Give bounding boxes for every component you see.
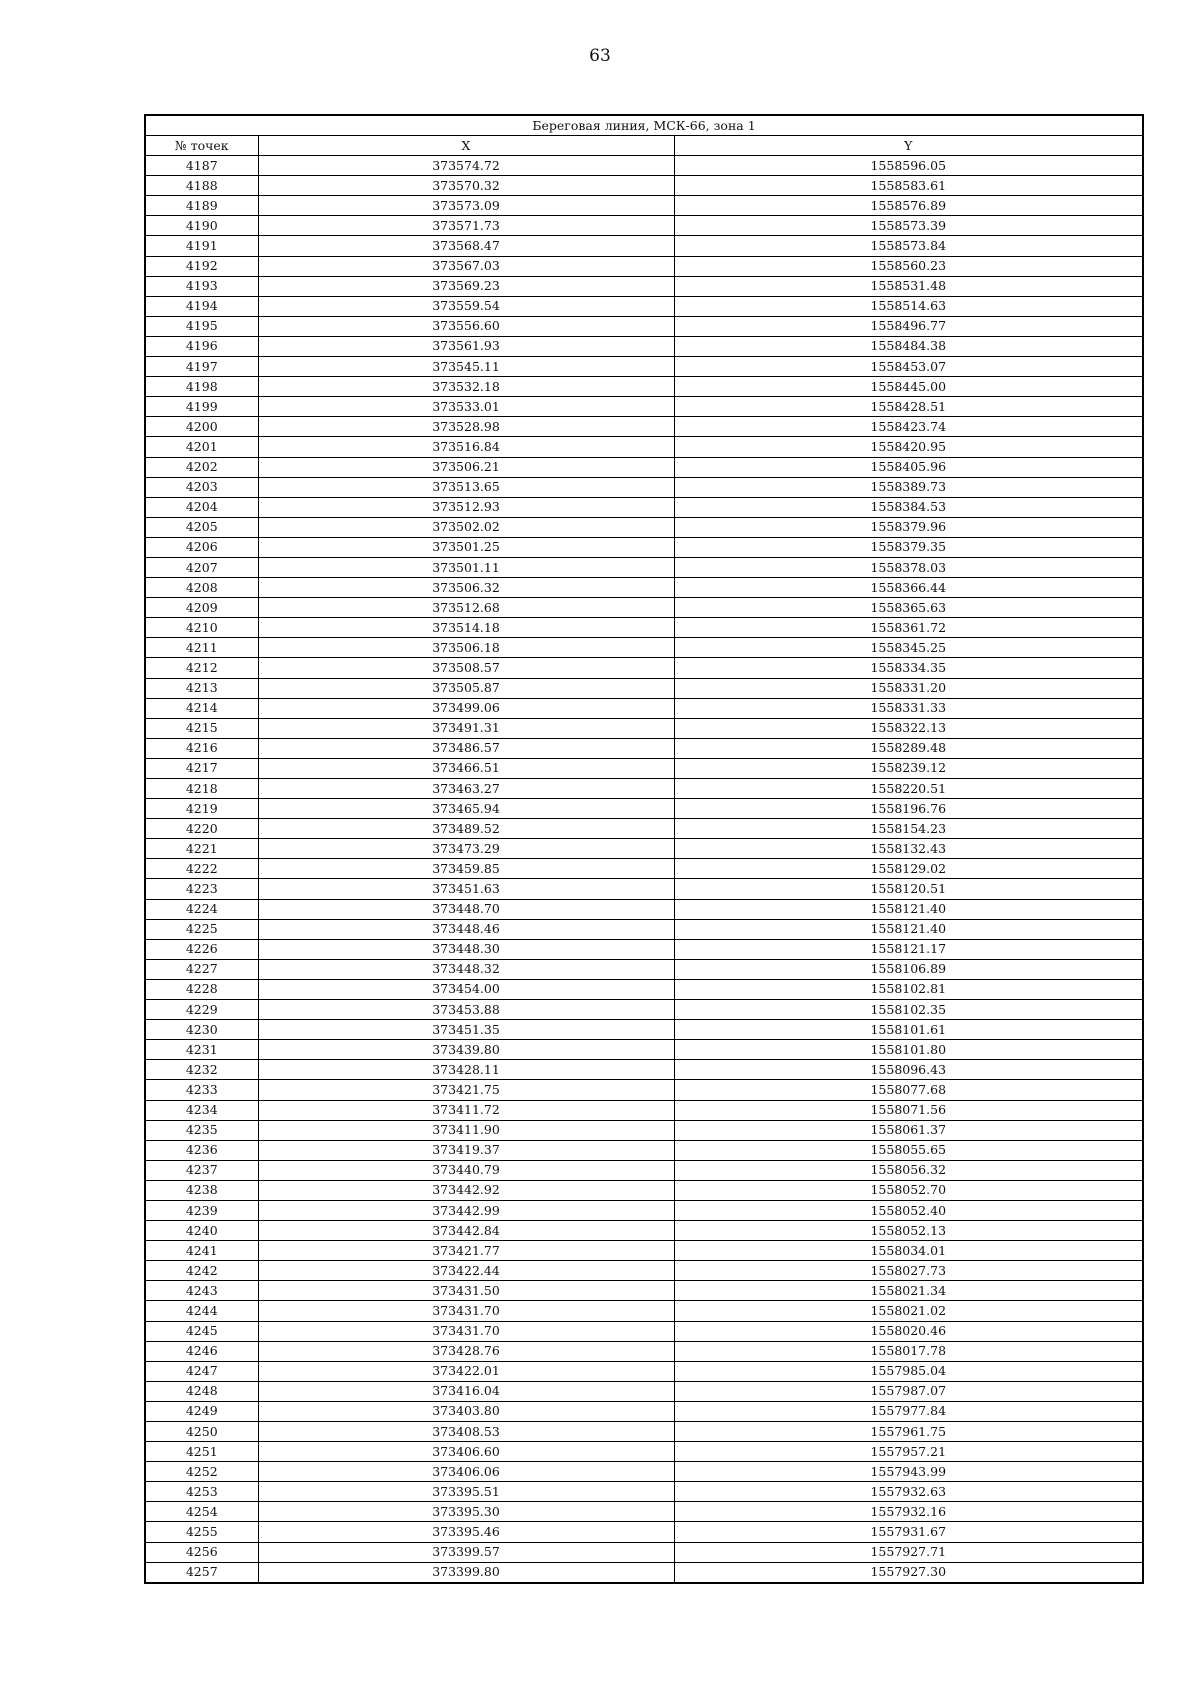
y-coordinate-cell: 1558220.51 bbox=[674, 779, 1143, 799]
point-number-cell: 4236 bbox=[145, 1140, 258, 1160]
table-row bbox=[145, 437, 1143, 457]
point-number-cell: 4252 bbox=[145, 1462, 258, 1482]
table-row bbox=[145, 598, 1143, 618]
y-coordinate-cell: 1557987.07 bbox=[674, 1381, 1143, 1401]
x-coordinate-cell: 373463.27 bbox=[258, 779, 674, 799]
point-number-cell: 4244 bbox=[145, 1301, 258, 1321]
y-coordinate-cell: 1558120.51 bbox=[674, 879, 1143, 899]
x-coordinate-cell: 373512.93 bbox=[258, 497, 674, 517]
table-row bbox=[145, 1160, 1143, 1180]
point-number-cell: 4201 bbox=[145, 437, 258, 457]
y-coordinate-cell: 1558077.68 bbox=[674, 1080, 1143, 1100]
point-number-cell: 4189 bbox=[145, 196, 258, 216]
x-coordinate-cell: 373567.03 bbox=[258, 256, 674, 276]
point-number-cell: 4220 bbox=[145, 819, 258, 839]
table-row bbox=[145, 1261, 1143, 1281]
x-coordinate-cell: 373403.80 bbox=[258, 1401, 674, 1421]
y-coordinate-cell: 1558034.01 bbox=[674, 1241, 1143, 1261]
y-coordinate-cell: 1558061.37 bbox=[674, 1120, 1143, 1140]
y-coordinate-cell: 1558378.03 bbox=[674, 557, 1143, 577]
y-coordinate-cell: 1557927.30 bbox=[674, 1562, 1143, 1583]
coordinates-table bbox=[144, 114, 1144, 1584]
table-row bbox=[145, 1381, 1143, 1401]
x-coordinate-cell: 373505.87 bbox=[258, 678, 674, 698]
y-coordinate-cell: 1558379.96 bbox=[674, 517, 1143, 537]
y-coordinate-cell: 1558423.74 bbox=[674, 417, 1143, 437]
table-row bbox=[145, 979, 1143, 999]
y-coordinate-cell: 1558583.61 bbox=[674, 176, 1143, 196]
y-coordinate-cell: 1558405.96 bbox=[674, 457, 1143, 477]
x-coordinate-cell: 373465.94 bbox=[258, 799, 674, 819]
table-row bbox=[145, 1060, 1143, 1080]
y-coordinate-cell: 1558052.13 bbox=[674, 1221, 1143, 1241]
x-coordinate-cell: 373406.06 bbox=[258, 1462, 674, 1482]
x-coordinate-cell: 373422.01 bbox=[258, 1361, 674, 1381]
x-coordinate-cell: 373442.92 bbox=[258, 1180, 674, 1200]
x-coordinate-cell: 373428.11 bbox=[258, 1060, 674, 1080]
x-coordinate-cell: 373556.60 bbox=[258, 316, 674, 336]
point-number-cell: 4231 bbox=[145, 1040, 258, 1060]
table-row bbox=[145, 477, 1143, 497]
x-coordinate-cell: 373501.11 bbox=[258, 557, 674, 577]
point-number-cell: 4210 bbox=[145, 618, 258, 638]
x-coordinate-cell: 373421.77 bbox=[258, 1241, 674, 1261]
y-coordinate-cell: 1558021.02 bbox=[674, 1301, 1143, 1321]
table-row bbox=[145, 1361, 1143, 1381]
table-row bbox=[145, 578, 1143, 598]
table-row bbox=[145, 517, 1143, 537]
y-coordinate-cell: 1558020.46 bbox=[674, 1321, 1143, 1341]
y-coordinate-cell: 1558560.23 bbox=[674, 256, 1143, 276]
x-coordinate-cell: 373421.75 bbox=[258, 1080, 674, 1100]
table-row bbox=[145, 1241, 1143, 1261]
point-number-cell: 4230 bbox=[145, 1020, 258, 1040]
table-row bbox=[145, 196, 1143, 216]
x-coordinate-cell: 373568.47 bbox=[258, 236, 674, 256]
x-coordinate-cell: 373399.80 bbox=[258, 1562, 674, 1583]
table-row bbox=[145, 1482, 1143, 1502]
point-number-cell: 4248 bbox=[145, 1381, 258, 1401]
x-coordinate-cell: 373419.37 bbox=[258, 1140, 674, 1160]
point-number-cell: 4245 bbox=[145, 1321, 258, 1341]
table-row bbox=[145, 357, 1143, 377]
x-coordinate-cell: 373395.46 bbox=[258, 1522, 674, 1542]
table-row bbox=[145, 859, 1143, 879]
x-coordinate-cell: 373411.72 bbox=[258, 1100, 674, 1120]
y-coordinate-cell: 1557943.99 bbox=[674, 1462, 1143, 1482]
point-number-cell: 4215 bbox=[145, 718, 258, 738]
point-number-cell: 4204 bbox=[145, 497, 258, 517]
y-coordinate-cell: 1558345.25 bbox=[674, 638, 1143, 658]
point-number-cell: 4240 bbox=[145, 1221, 258, 1241]
table-row bbox=[145, 638, 1143, 658]
y-coordinate-cell: 1558055.65 bbox=[674, 1140, 1143, 1160]
table-row bbox=[145, 698, 1143, 718]
x-coordinate-cell: 373513.65 bbox=[258, 477, 674, 497]
y-coordinate-cell: 1557932.16 bbox=[674, 1502, 1143, 1522]
x-coordinate-cell: 373573.09 bbox=[258, 196, 674, 216]
y-coordinate-cell: 1558102.35 bbox=[674, 1000, 1143, 1020]
y-coordinate-cell: 1558576.89 bbox=[674, 196, 1143, 216]
y-coordinate-cell: 1558121.17 bbox=[674, 939, 1143, 959]
x-coordinate-cell: 373454.00 bbox=[258, 979, 674, 999]
y-coordinate-cell: 1558361.72 bbox=[674, 618, 1143, 638]
table-row bbox=[145, 1341, 1143, 1361]
point-number-cell: 4212 bbox=[145, 658, 258, 678]
y-coordinate-cell: 1558071.56 bbox=[674, 1100, 1143, 1120]
point-number-cell: 4232 bbox=[145, 1060, 258, 1080]
y-coordinate-cell: 1557932.63 bbox=[674, 1482, 1143, 1502]
y-coordinate-cell: 1557961.75 bbox=[674, 1422, 1143, 1442]
x-coordinate-cell: 373512.68 bbox=[258, 598, 674, 618]
point-number-cell: 4187 bbox=[145, 156, 258, 176]
table-row bbox=[145, 899, 1143, 919]
table-row bbox=[145, 879, 1143, 899]
x-coordinate-cell: 373399.57 bbox=[258, 1542, 674, 1562]
table-row bbox=[145, 216, 1143, 236]
x-coordinate-cell: 373501.25 bbox=[258, 537, 674, 557]
table-row bbox=[145, 1522, 1143, 1542]
x-coordinate-cell: 373406.60 bbox=[258, 1442, 674, 1462]
point-number-cell: 4197 bbox=[145, 357, 258, 377]
table-row bbox=[145, 417, 1143, 437]
x-coordinate-cell: 373395.30 bbox=[258, 1502, 674, 1522]
table-row bbox=[145, 557, 1143, 577]
table-row bbox=[145, 1180, 1143, 1200]
point-number-cell: 4203 bbox=[145, 477, 258, 497]
x-coordinate-cell: 373545.11 bbox=[258, 357, 674, 377]
page-number: 63 bbox=[589, 46, 611, 66]
x-coordinate-cell: 373502.02 bbox=[258, 517, 674, 537]
point-number-cell: 4246 bbox=[145, 1341, 258, 1361]
y-coordinate-cell: 1558484.38 bbox=[674, 336, 1143, 356]
point-number-cell: 4206 bbox=[145, 537, 258, 557]
column-header-y: Y bbox=[674, 136, 1143, 156]
point-number-cell: 4211 bbox=[145, 638, 258, 658]
point-number-cell: 4193 bbox=[145, 276, 258, 296]
x-coordinate-cell: 373448.70 bbox=[258, 899, 674, 919]
table-body bbox=[145, 156, 1143, 1583]
x-coordinate-cell: 373431.70 bbox=[258, 1321, 674, 1341]
y-coordinate-cell: 1557985.04 bbox=[674, 1361, 1143, 1381]
point-number-cell: 4218 bbox=[145, 779, 258, 799]
table-row bbox=[145, 839, 1143, 859]
x-coordinate-cell: 373408.53 bbox=[258, 1422, 674, 1442]
point-number-cell: 4205 bbox=[145, 517, 258, 537]
y-coordinate-cell: 1558445.00 bbox=[674, 377, 1143, 397]
table-row bbox=[145, 497, 1143, 517]
y-coordinate-cell: 1558379.35 bbox=[674, 537, 1143, 557]
x-coordinate-cell: 373571.73 bbox=[258, 216, 674, 236]
x-coordinate-cell: 373466.51 bbox=[258, 758, 674, 778]
x-coordinate-cell: 373473.29 bbox=[258, 839, 674, 859]
table-row bbox=[145, 397, 1143, 417]
y-coordinate-cell: 1558052.70 bbox=[674, 1180, 1143, 1200]
y-coordinate-cell: 1558101.80 bbox=[674, 1040, 1143, 1060]
y-coordinate-cell: 1558154.23 bbox=[674, 819, 1143, 839]
y-coordinate-cell: 1558121.40 bbox=[674, 899, 1143, 919]
x-coordinate-cell: 373569.23 bbox=[258, 276, 674, 296]
point-number-cell: 4217 bbox=[145, 758, 258, 778]
point-number-cell: 4234 bbox=[145, 1100, 258, 1120]
table-row bbox=[145, 1321, 1143, 1341]
point-number-cell: 4241 bbox=[145, 1241, 258, 1261]
table-row bbox=[145, 1000, 1143, 1020]
point-number-cell: 4191 bbox=[145, 236, 258, 256]
point-number-cell: 4227 bbox=[145, 959, 258, 979]
table-row bbox=[145, 377, 1143, 397]
table-row bbox=[145, 1422, 1143, 1442]
x-coordinate-cell: 373514.18 bbox=[258, 618, 674, 638]
point-number-cell: 4233 bbox=[145, 1080, 258, 1100]
y-coordinate-cell: 1558129.02 bbox=[674, 859, 1143, 879]
point-number-cell: 4226 bbox=[145, 939, 258, 959]
table-row bbox=[145, 658, 1143, 678]
table-row bbox=[145, 256, 1143, 276]
table-row bbox=[145, 819, 1143, 839]
x-coordinate-cell: 373533.01 bbox=[258, 397, 674, 417]
point-number-cell: 4190 bbox=[145, 216, 258, 236]
y-coordinate-cell: 1558573.39 bbox=[674, 216, 1143, 236]
point-number-cell: 4213 bbox=[145, 678, 258, 698]
point-number-cell: 4238 bbox=[145, 1180, 258, 1200]
y-coordinate-cell: 1558096.43 bbox=[674, 1060, 1143, 1080]
y-coordinate-cell: 1558596.05 bbox=[674, 156, 1143, 176]
point-number-cell: 4225 bbox=[145, 919, 258, 939]
x-coordinate-cell: 373559.54 bbox=[258, 296, 674, 316]
point-number-cell: 4202 bbox=[145, 457, 258, 477]
y-coordinate-cell: 1558331.33 bbox=[674, 698, 1143, 718]
y-coordinate-cell: 1558021.34 bbox=[674, 1281, 1143, 1301]
point-number-cell: 4194 bbox=[145, 296, 258, 316]
x-coordinate-cell: 373448.30 bbox=[258, 939, 674, 959]
y-coordinate-cell: 1558027.73 bbox=[674, 1261, 1143, 1281]
x-coordinate-cell: 373431.50 bbox=[258, 1281, 674, 1301]
table-row bbox=[145, 1462, 1143, 1482]
point-number-cell: 4192 bbox=[145, 256, 258, 276]
point-number-cell: 4257 bbox=[145, 1562, 258, 1583]
x-coordinate-cell: 373506.21 bbox=[258, 457, 674, 477]
column-header-point-number: № точек bbox=[145, 136, 258, 156]
point-number-cell: 4221 bbox=[145, 839, 258, 859]
y-coordinate-cell: 1558121.40 bbox=[674, 919, 1143, 939]
x-coordinate-cell: 373448.32 bbox=[258, 959, 674, 979]
point-number-cell: 4228 bbox=[145, 979, 258, 999]
point-number-cell: 4243 bbox=[145, 1281, 258, 1301]
table-row bbox=[145, 1020, 1143, 1040]
point-number-cell: 4219 bbox=[145, 799, 258, 819]
table-row bbox=[145, 1040, 1143, 1060]
x-coordinate-cell: 373411.90 bbox=[258, 1120, 674, 1140]
x-coordinate-cell: 373506.32 bbox=[258, 578, 674, 598]
point-number-cell: 4198 bbox=[145, 377, 258, 397]
table-row bbox=[145, 1200, 1143, 1220]
y-coordinate-cell: 1558384.53 bbox=[674, 497, 1143, 517]
table-title: Береговая линия, МСК-66, зона 1 bbox=[145, 115, 1143, 136]
x-coordinate-cell: 373574.72 bbox=[258, 156, 674, 176]
x-coordinate-cell: 373442.84 bbox=[258, 1221, 674, 1241]
x-coordinate-cell: 373416.04 bbox=[258, 1381, 674, 1401]
point-number-cell: 4235 bbox=[145, 1120, 258, 1140]
x-coordinate-cell: 373561.93 bbox=[258, 336, 674, 356]
point-number-cell: 4209 bbox=[145, 598, 258, 618]
table-row bbox=[145, 799, 1143, 819]
point-number-cell: 4214 bbox=[145, 698, 258, 718]
table-row bbox=[145, 678, 1143, 698]
point-number-cell: 4222 bbox=[145, 859, 258, 879]
x-coordinate-cell: 373486.57 bbox=[258, 738, 674, 758]
x-coordinate-cell: 373448.46 bbox=[258, 919, 674, 939]
column-header-x: X bbox=[258, 136, 674, 156]
y-coordinate-cell: 1557977.84 bbox=[674, 1401, 1143, 1421]
point-number-cell: 4199 bbox=[145, 397, 258, 417]
y-coordinate-cell: 1558453.07 bbox=[674, 357, 1143, 377]
y-coordinate-cell: 1558366.44 bbox=[674, 578, 1143, 598]
table-row bbox=[145, 939, 1143, 959]
y-coordinate-cell: 1558101.61 bbox=[674, 1020, 1143, 1040]
table-row bbox=[145, 1140, 1143, 1160]
y-coordinate-cell: 1558017.78 bbox=[674, 1341, 1143, 1361]
table-row bbox=[145, 1120, 1143, 1140]
y-coordinate-cell: 1558514.63 bbox=[674, 296, 1143, 316]
point-number-cell: 4229 bbox=[145, 1000, 258, 1020]
table-row bbox=[145, 176, 1143, 196]
x-coordinate-cell: 373516.84 bbox=[258, 437, 674, 457]
x-coordinate-cell: 373453.88 bbox=[258, 1000, 674, 1020]
table-row bbox=[145, 236, 1143, 256]
point-number-cell: 4196 bbox=[145, 336, 258, 356]
y-coordinate-cell: 1557927.71 bbox=[674, 1542, 1143, 1562]
point-number-cell: 4247 bbox=[145, 1361, 258, 1381]
table-header-row bbox=[145, 136, 1143, 156]
table-row bbox=[145, 156, 1143, 176]
x-coordinate-cell: 373431.70 bbox=[258, 1301, 674, 1321]
point-number-cell: 4223 bbox=[145, 879, 258, 899]
x-coordinate-cell: 373451.35 bbox=[258, 1020, 674, 1040]
table-row bbox=[145, 316, 1143, 336]
point-number-cell: 4188 bbox=[145, 176, 258, 196]
y-coordinate-cell: 1558428.51 bbox=[674, 397, 1143, 417]
point-number-cell: 4253 bbox=[145, 1482, 258, 1502]
x-coordinate-cell: 373422.44 bbox=[258, 1261, 674, 1281]
x-coordinate-cell: 373491.31 bbox=[258, 718, 674, 738]
table-row bbox=[145, 1442, 1143, 1462]
table-row bbox=[145, 1542, 1143, 1562]
y-coordinate-cell: 1558196.76 bbox=[674, 799, 1143, 819]
point-number-cell: 4237 bbox=[145, 1160, 258, 1180]
table-row bbox=[145, 919, 1143, 939]
y-coordinate-cell: 1558331.20 bbox=[674, 678, 1143, 698]
table-row bbox=[145, 1301, 1143, 1321]
x-coordinate-cell: 373439.80 bbox=[258, 1040, 674, 1060]
table-row bbox=[145, 276, 1143, 296]
y-coordinate-cell: 1557931.67 bbox=[674, 1522, 1143, 1542]
table-row bbox=[145, 738, 1143, 758]
y-coordinate-cell: 1558102.81 bbox=[674, 979, 1143, 999]
point-number-cell: 4195 bbox=[145, 316, 258, 336]
table-row bbox=[145, 758, 1143, 778]
point-number-cell: 4255 bbox=[145, 1522, 258, 1542]
x-coordinate-cell: 373489.52 bbox=[258, 819, 674, 839]
table-row bbox=[145, 718, 1143, 738]
table-title-row bbox=[145, 115, 1143, 136]
point-number-cell: 4254 bbox=[145, 1502, 258, 1522]
table-row bbox=[145, 1080, 1143, 1100]
y-coordinate-cell: 1558289.48 bbox=[674, 738, 1143, 758]
point-number-cell: 4251 bbox=[145, 1442, 258, 1462]
x-coordinate-cell: 373528.98 bbox=[258, 417, 674, 437]
y-coordinate-cell: 1558106.89 bbox=[674, 959, 1143, 979]
x-coordinate-cell: 373570.32 bbox=[258, 176, 674, 196]
point-number-cell: 4256 bbox=[145, 1542, 258, 1562]
y-coordinate-cell: 1557957.21 bbox=[674, 1442, 1143, 1462]
table-row bbox=[145, 959, 1143, 979]
table-row bbox=[145, 1562, 1143, 1583]
table-row bbox=[145, 296, 1143, 316]
y-coordinate-cell: 1558531.48 bbox=[674, 276, 1143, 296]
point-number-cell: 4200 bbox=[145, 417, 258, 437]
table-row bbox=[145, 457, 1143, 477]
x-coordinate-cell: 373451.63 bbox=[258, 879, 674, 899]
y-coordinate-cell: 1558239.12 bbox=[674, 758, 1143, 778]
table-row bbox=[145, 1221, 1143, 1241]
point-number-cell: 4224 bbox=[145, 899, 258, 919]
x-coordinate-cell: 373428.76 bbox=[258, 1341, 674, 1361]
point-number-cell: 4216 bbox=[145, 738, 258, 758]
y-coordinate-cell: 1558496.77 bbox=[674, 316, 1143, 336]
table-row bbox=[145, 1281, 1143, 1301]
x-coordinate-cell: 373395.51 bbox=[258, 1482, 674, 1502]
point-number-cell: 4239 bbox=[145, 1200, 258, 1220]
point-number-cell: 4208 bbox=[145, 578, 258, 598]
y-coordinate-cell: 1558052.40 bbox=[674, 1200, 1143, 1220]
y-coordinate-cell: 1558389.73 bbox=[674, 477, 1143, 497]
x-coordinate-cell: 373442.99 bbox=[258, 1200, 674, 1220]
y-coordinate-cell: 1558420.95 bbox=[674, 437, 1143, 457]
point-number-cell: 4207 bbox=[145, 557, 258, 577]
point-number-cell: 4249 bbox=[145, 1401, 258, 1421]
table-row bbox=[145, 779, 1143, 799]
y-coordinate-cell: 1558132.43 bbox=[674, 839, 1143, 859]
y-coordinate-cell: 1558322.13 bbox=[674, 718, 1143, 738]
table-row bbox=[145, 1401, 1143, 1421]
y-coordinate-cell: 1558573.84 bbox=[674, 236, 1143, 256]
point-number-cell: 4250 bbox=[145, 1422, 258, 1442]
y-coordinate-cell: 1558334.35 bbox=[674, 658, 1143, 678]
x-coordinate-cell: 373440.79 bbox=[258, 1160, 674, 1180]
point-number-cell: 4242 bbox=[145, 1261, 258, 1281]
x-coordinate-cell: 373508.57 bbox=[258, 658, 674, 678]
y-coordinate-cell: 1558056.32 bbox=[674, 1160, 1143, 1180]
table-row bbox=[145, 1502, 1143, 1522]
table-row bbox=[145, 1100, 1143, 1120]
x-coordinate-cell: 373499.06 bbox=[258, 698, 674, 718]
y-coordinate-cell: 1558365.63 bbox=[674, 598, 1143, 618]
table-row bbox=[145, 336, 1143, 356]
table-row bbox=[145, 537, 1143, 557]
x-coordinate-cell: 373532.18 bbox=[258, 377, 674, 397]
x-coordinate-cell: 373506.18 bbox=[258, 638, 674, 658]
x-coordinate-cell: 373459.85 bbox=[258, 859, 674, 879]
table-row bbox=[145, 618, 1143, 638]
